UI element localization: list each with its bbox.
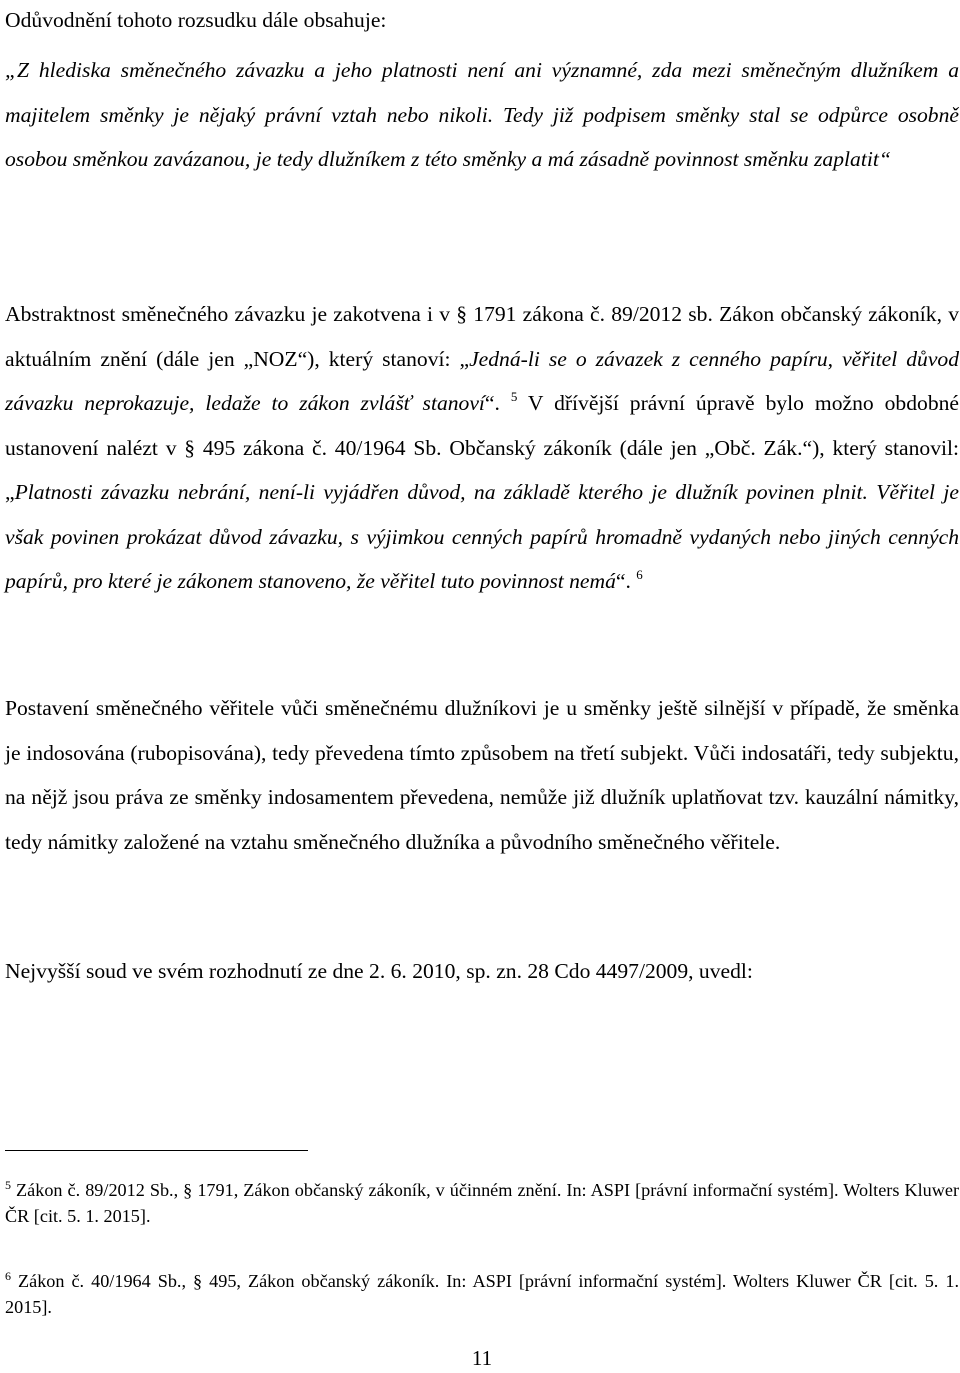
p2-text-d: V dřívější právní úpravě bylo možno obdobné ustanovení nalézt v § 495 zákona č. 40/1964 Sb. Občanský zákoník (dále jen „Obč. Zák.“), který stanovil: „ xyxy=(5,391,959,504)
paragraph-postaveni: Postavení směnečného věřitele vůči směnečnému dlužníkovi je u směnky ještě silnější v případě, že směnka je indosována (rubopisována), tedy převedena tímto způsobem na třetí subjekt. Vůči indosatáři, tedy subjektu, na nějž jsou práva ze směnky indosamentem převedena, nemůže již dlužník uplatňovat tzv. kauzální námitky, tedy námitky založené na vztahu směnečného dlužníka a původního směnečného věřitele. xyxy=(5,696,959,854)
footnote-separator xyxy=(5,1150,308,1151)
intro-line: Odůvodnění tohoto rozsudku dále obsahuje: xyxy=(5,8,387,32)
paragraph-abstraktnost xyxy=(5,292,959,604)
footnote-5 xyxy=(5,1177,959,1229)
page-number: 11 xyxy=(471,1346,493,1370)
footnote-5-number: 5 xyxy=(5,1178,11,1192)
p2-text-c: “. xyxy=(484,391,500,415)
court-quote xyxy=(5,48,959,182)
court-quote-text: „Z hlediska směnečného závazku a jeho platnosti není ani významné, zda mezi směnečným dlužníkem a majitelem směnky je nějaký právní vztah nebo nikoli. Tedy již podpisem směnky stal se odpůrce osobně osobou směnkou zavázanou, je tedy dlužníkem z této směnky a má zásadně povinnost směnku zaplatit“ xyxy=(5,58,959,171)
p2-text-a: Abstraktnost směnečného závazku je zakotvena i v § 1791 zákona č. 89/2012 sb. Zákon občanský zákoník, v aktuálním znění (dále jen „NOZ“), který stanoví: „ xyxy=(5,302,959,371)
footnote-5-text: Zákon č. 89/2012 Sb., § 1791, Zákon občanský zákoník, v účinném znění. In: ASPI [právní informační systém]. Wolters Kluwer ČR [cit. 5. 1. 2015]. xyxy=(5,1180,960,1226)
p2-quote-noz: Jedná-li se o závazek z cenného papíru, věřitel důvod závazku neprokazuje, ledaže to zákon zvlášť stanoví xyxy=(5,346,959,415)
paragraph-nejvyssi-soud: Nejvyšší soud ve svém rozhodnutí ze dne 2. 6. 2010, sp. zn. 28 Cdo 4497/2009, uvedl: xyxy=(5,959,753,983)
footnote-6-text: Zákon č. 40/1964 Sb., § 495, Zákon občanský zákoník. In: ASPI [právní informační systém]. Wolters Kluwer ČR [cit. 5. 1. 2015]. xyxy=(5,1271,960,1317)
footnote-ref-6: 6 xyxy=(636,567,643,582)
footnote-6-number: 6 xyxy=(5,1269,11,1283)
p2-text-f: “. xyxy=(615,569,631,593)
p2-quote-obcz: Platnosti závazku nebrání, není-li vyjádřen důvod, na základě kterého je dlužník povinen plnit. Věřitel je však povinen prokázat důvod závazku, s výjimkou cenných papírů hromadně vydaných nebo jiných cenných papírů, pro které je zákonem stanoveno, že věřitel tuto povinnost nemá xyxy=(5,480,959,593)
footnote-ref-5: 5 xyxy=(510,389,518,404)
footnote-6 xyxy=(5,1268,959,1320)
